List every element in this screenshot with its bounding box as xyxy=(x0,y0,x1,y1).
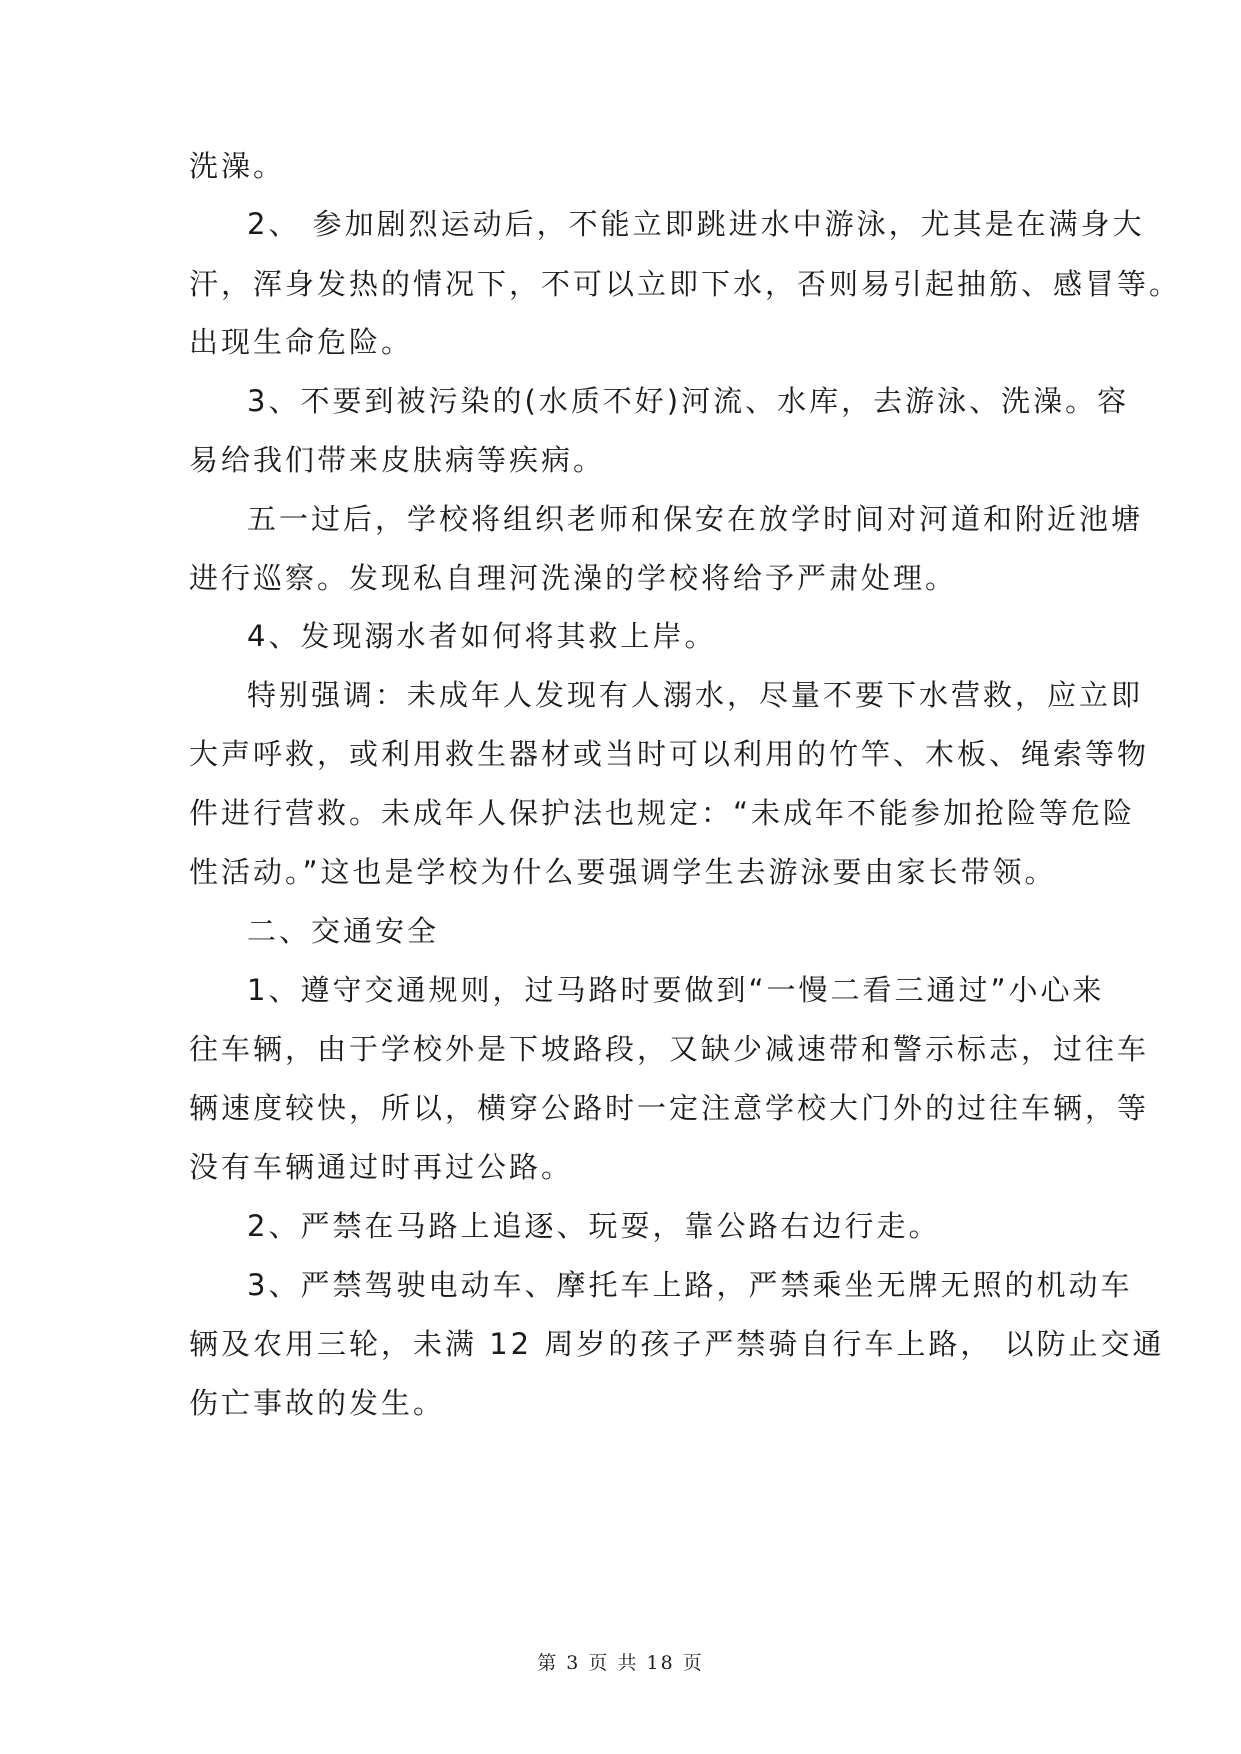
text-line: 辆速度较快，所以，横穿公路时一定注意学校大门外的过往车辆，等 xyxy=(189,1091,1150,1125)
text-line: 4、发现溺水者如何将其救上岸。 xyxy=(247,619,717,653)
text-line: 特别强调：未成年人发现有人溺水，尽量不要下水营救，应立即 xyxy=(247,678,1144,712)
text-line: 3、严禁驾驶电动车、摩托车上路，严禁乘坐无牌无照的机动车 xyxy=(247,1268,1133,1302)
text-line: 1、遵守交通规则，过马路时要做到“一慢二看三通过”小心来 xyxy=(247,973,1105,1007)
text-line: 件进行营救。未成年人保护法也规定：“未成年不能参加抢险等危险 xyxy=(189,796,1136,830)
text-line: 汗，浑身发热的情况下，不可以立即下水，否则易引起抽筋、感冒等。 xyxy=(189,267,1182,301)
text-line: 洗澡。 xyxy=(189,149,286,183)
text-line: 易给我们带来皮肤病等疾病。 xyxy=(189,443,606,477)
text-line: 没有车辆通过时再过公路。 xyxy=(189,1150,574,1184)
text-line: 伤亡事故的发生。 xyxy=(189,1386,446,1420)
text-line: 2、严禁在马路上追逐、玩耍，靠公路右边行走。 xyxy=(247,1209,941,1243)
text-line: 五一过后，学校将组织老师和保安在放学时间对河道和附近池塘 xyxy=(247,502,1144,536)
text-line: 辆及农用三轮，未满 12 周岁的孩子严禁骑自行车上路， 以防止交通 xyxy=(189,1327,1165,1361)
text-line: 进行巡察。发现私自理河洗澡的学校将给予严肃处理。 xyxy=(189,561,958,595)
text-line: 大声呼救，或利用救生器材或当时可以利用的竹竿、木板、绳索等物 xyxy=(189,737,1150,771)
text-line: 往车辆，由于学校外是下坡路段，又缺少减速带和警示标志，过往车 xyxy=(189,1032,1150,1066)
text-line: 出现生命危险。 xyxy=(189,325,414,359)
section-heading: 二、交通安全 xyxy=(247,914,440,948)
text-line: 2、 参加剧烈运动后，不能立即跳进水中游泳，尤其是在满身大 xyxy=(247,207,1145,241)
page-number-footer: 第 3 页 共 18 页 xyxy=(537,1652,704,1674)
text-line: 3、不要到被污染的(水质不好)河流、水库，去游泳、洗澡。容 xyxy=(247,384,1130,418)
text-line: 性活动。”这也是学校为什么要强调学生去游泳要由家长带领。 xyxy=(189,855,1057,889)
